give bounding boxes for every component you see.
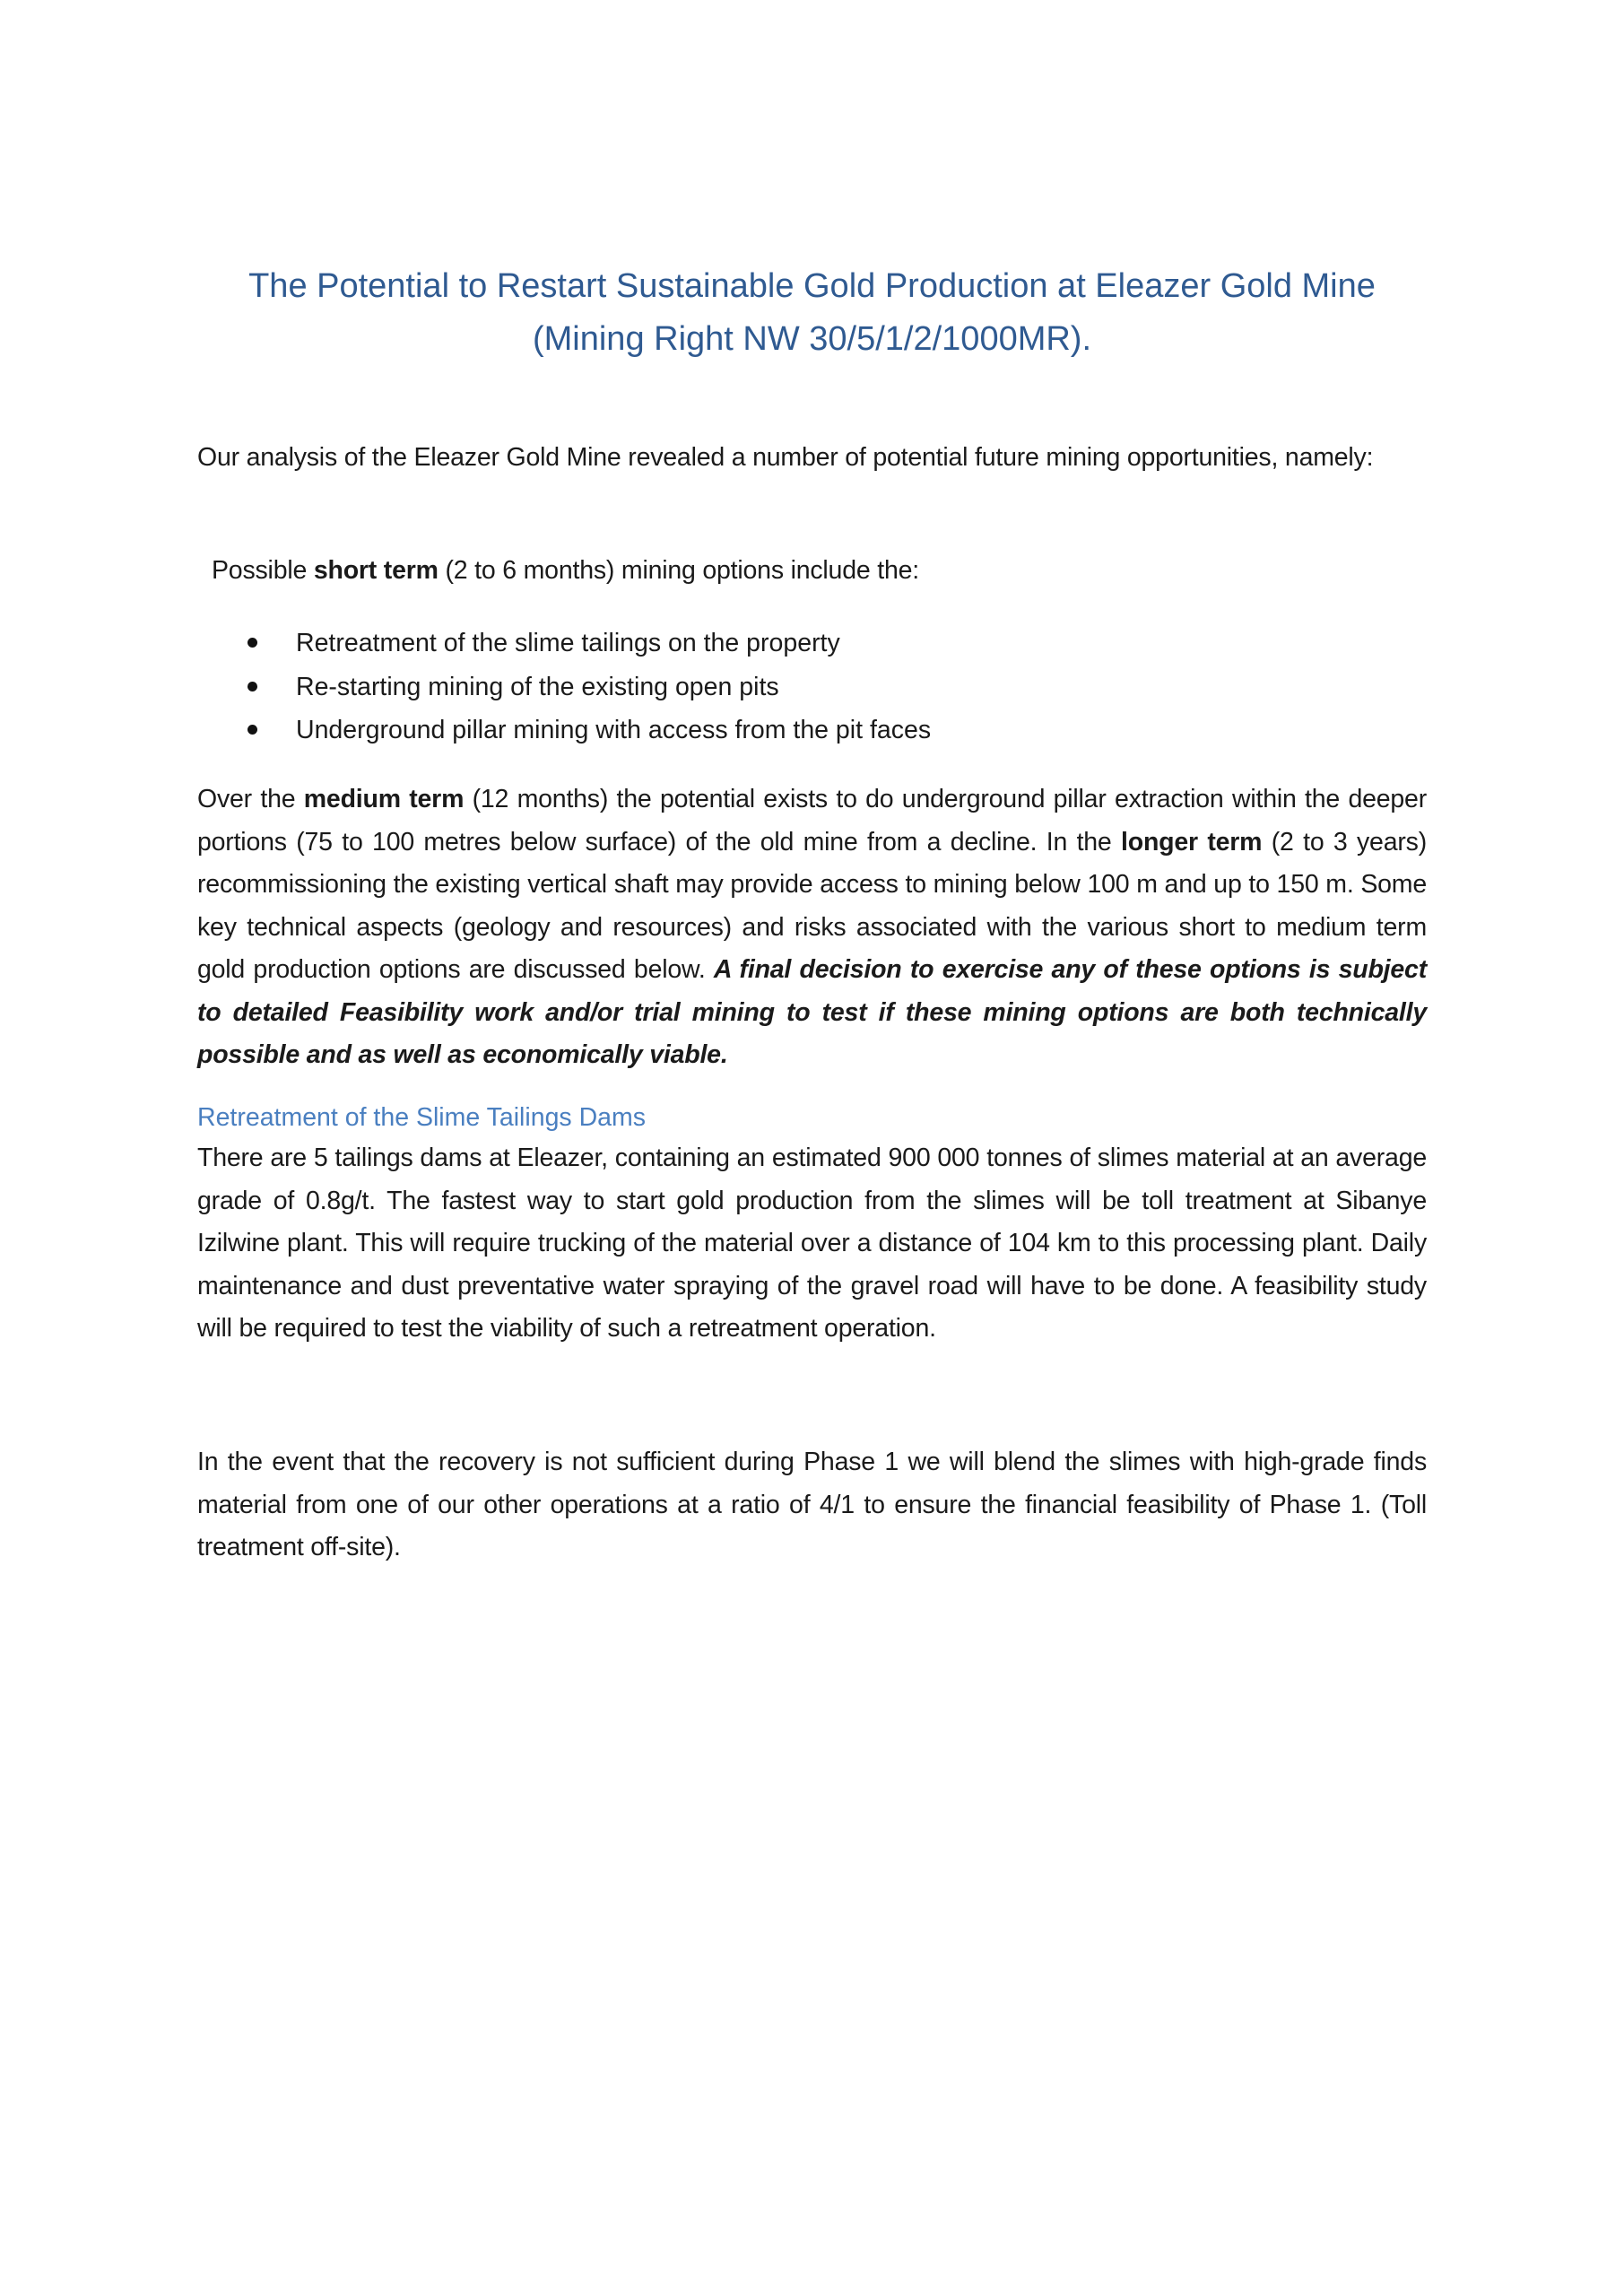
tailings-paragraph: There are 5 tailings dams at Eleazer, containing an estimated 900 000 tonnes of slimes material at an average grade of 0.8g/t. The fastest way to start gold production from the slimes will be toll treatment at Sibanye Izilwine plant. This will require trucking of the material over a distance of 104 km to this processing plant. Daily maintenance and dust preventative water spraying of the gravel road will have to be done. A feasibility study will be required to test the viability of such a retreatment operation.	[197, 1144, 1427, 1343]
short-term-prefix: Possible	[212, 556, 314, 585]
short-term-suffix: (2 to 6 months) mining options include the:	[438, 556, 919, 585]
list-item-text: Retreatment of the slime tailings on the property	[296, 629, 840, 657]
document-title	[197, 260, 1427, 366]
short-term-bold: short term	[313, 556, 439, 585]
medium-term-text-2: (12 months) the potential exists to do underground pillar extraction within the deeper portions (75 to 100 metres below surface) of the old mine from a decline. In the	[197, 785, 1427, 857]
list-item-text: Underground pillar mining with access from the pit faces	[296, 716, 932, 744]
medium-term-text-3: (2 to 3 years) recommissioning the existing vertical shaft may provide access to mining below 100 m and up to 150 m. Some key technical aspects (geology and resources) and risks associated with the various short to medium term gold production options are discussed below.	[197, 827, 1427, 984]
list-item	[197, 622, 1427, 665]
medium-term-text-1: Over the	[197, 785, 304, 813]
section-heading: Retreatment of the Slime Tailings Dams	[197, 1103, 647, 1132]
list-item	[197, 709, 1427, 752]
longer-term-bold: longer term	[1121, 827, 1263, 857]
list-item	[197, 665, 1427, 709]
disclaimer-italic: A final decision to exercise any of these options is subject to detailed Feasibility work and/or trial mining to test if these mining options are both technically possible and as well as economically viable.	[197, 955, 1427, 1069]
medium-term-paragraph	[197, 778, 1427, 1077]
list-item-text: Re-starting mining of the existing open pits	[296, 672, 779, 701]
bullet-icon	[248, 682, 257, 691]
title-line-1: The Potential to Restart Sustainable Gold Production at Eleazer Gold Mine	[248, 267, 1376, 305]
phase-paragraph: In the event that the recovery is not sufficient during Phase 1 we will blend the slimes with high-grade finds material from one of our other operations at a ratio of 4/1 to ensure the financial feasibility of Phase 1. (Toll treatment off-site).	[197, 1448, 1427, 1561]
bullet-icon	[248, 725, 257, 735]
title-line-2: (Mining Right NW 30/5/1/2/1000MR).	[532, 320, 1092, 358]
short-term-paragraph	[212, 550, 1427, 593]
medium-term-bold: medium term	[303, 785, 465, 813]
intro-paragraph: Our analysis of the Eleazer Gold Mine revealed a number of potential future mining opportunities, namely:	[197, 443, 1374, 472]
bullet-icon	[248, 638, 257, 648]
mining-options-list	[197, 622, 1427, 752]
